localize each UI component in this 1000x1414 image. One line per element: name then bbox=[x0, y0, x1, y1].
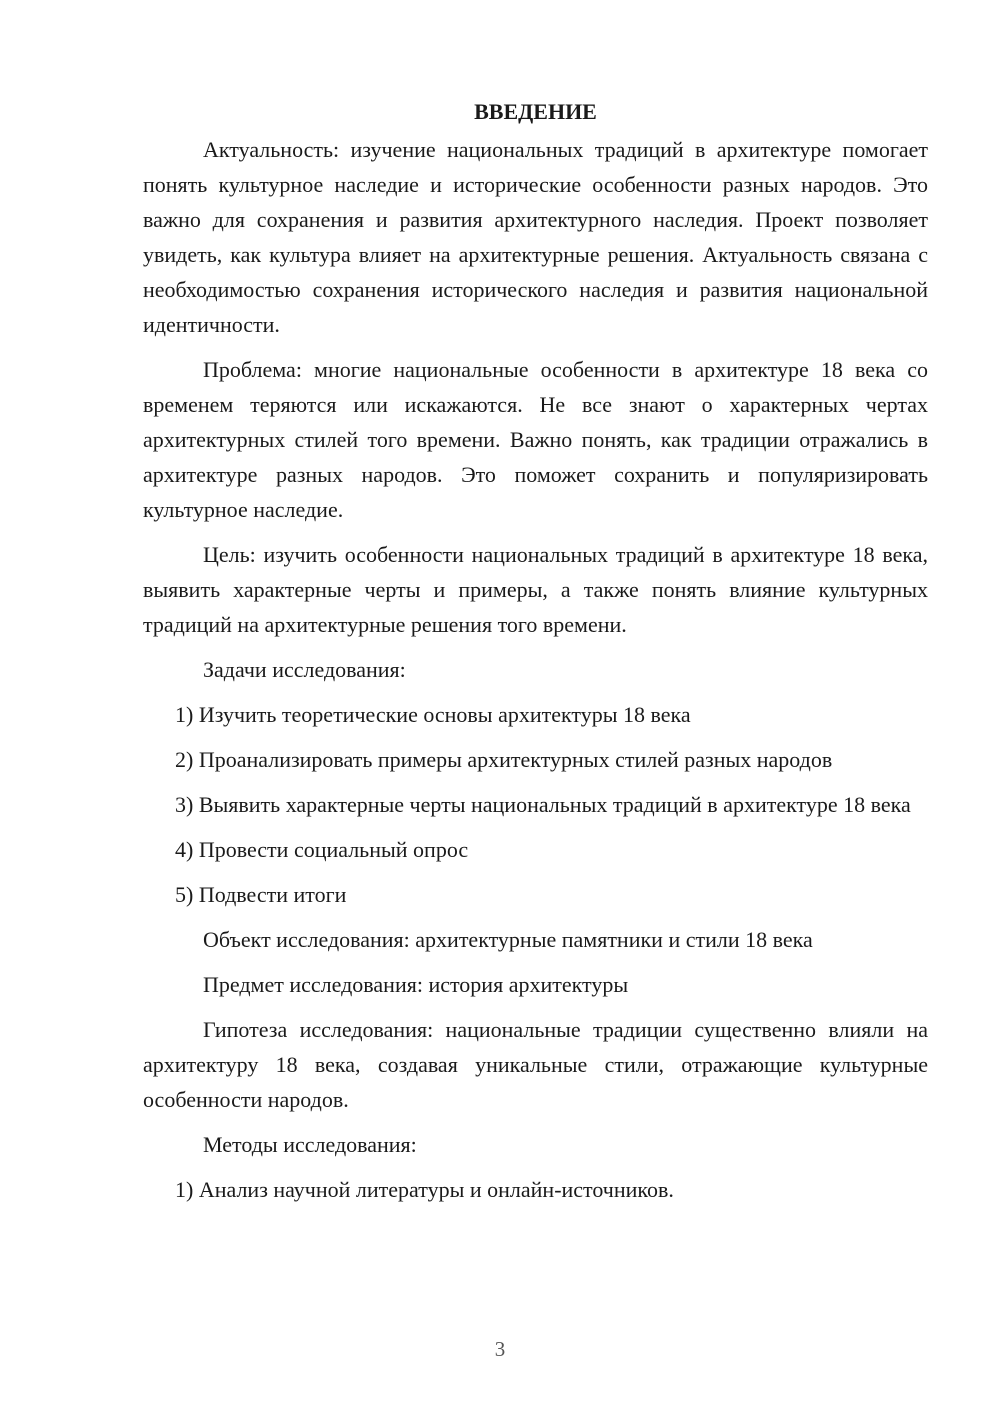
method-item: 1) Анализ научной литературы и онлайн-источников. bbox=[175, 1177, 674, 1202]
object-paragraph: Объект исследования: архитектурные памятники и стили 18 века bbox=[203, 927, 813, 952]
task-item: 5) Подвести итоги bbox=[175, 882, 347, 907]
task-item: 3) Выявить характерные черты национальных традиций в архитектуре 18 века bbox=[175, 792, 911, 817]
methods-heading: Методы исследования: bbox=[203, 1132, 417, 1157]
hypothesis-paragraph: Гипотеза исследования: национальные традиции существенно влияли на архитектуру 18 века, создавая уникальные стили, отражающие культурные особенности народов. bbox=[143, 1017, 928, 1112]
task-item: 1) Изучить теоретические основы архитектуры 18 века bbox=[175, 702, 691, 727]
goal-paragraph: Цель: изучить особенности национальных традиций в архитектуре 18 века, выявить характерные черты и примеры, а также понять влияние культурных традиций на архитектурные решения того времени. bbox=[143, 542, 928, 637]
tasks-heading: Задачи исследования: bbox=[203, 657, 406, 682]
section-heading: ВВЕДЕНИЕ bbox=[474, 99, 597, 124]
relevance-paragraph: Актуальность: изучение национальных традиций в архитектуре помогает понять культурное наследие и исторические особенности разных народов. Это важно для сохранения и развития архитектурного наследия. Проект позволяет увидеть, как культура влияет на архитектурные решения. Актуальность связана с необходимостью сохранения исторического наследия и развития национальной идентичности. bbox=[143, 137, 928, 337]
page-number: 3 bbox=[494, 1337, 506, 1361]
document-page bbox=[143, 94, 928, 1217]
task-item: 2) Проанализировать примеры архитектурных стилей разных народов bbox=[175, 747, 833, 772]
problem-paragraph: Проблема: многие национальные особенности в архитектуре 18 века со временем теряются или искажаются. Не все знают о характерных чертах архитектурных стилей того времени. Важно понять, как традиции отражались в архитектуре разных народов. Это поможет сохранить и популяризировать культурное наследие. bbox=[143, 357, 928, 522]
task-item: 4) Провести социальный опрос bbox=[175, 837, 469, 862]
subject-paragraph: Предмет исследования: история архитектуры bbox=[203, 972, 629, 997]
